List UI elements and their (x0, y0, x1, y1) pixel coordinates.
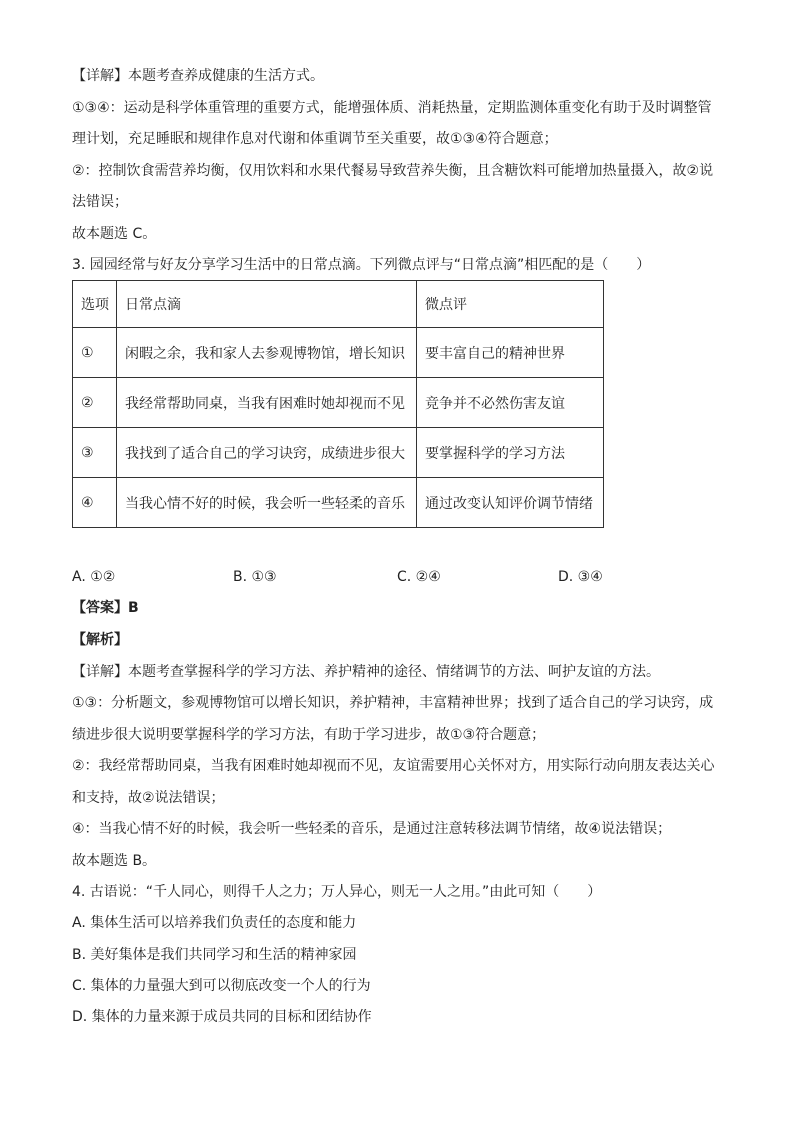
table-cell: 当我心情不好的时候，我会听一些轻柔的音乐 (117, 478, 417, 528)
table-header-cell: 日常点滴 (117, 281, 417, 328)
q2-conclusion: 故本题选 C。 (72, 226, 157, 242)
q3-option-c: C. ②④ (397, 569, 441, 585)
q3-point1-line1: ①③：分析题文，参观博物馆可以增长知识，养护精神，丰富精神世界；找到了适合自己的学习诀窍，成 (72, 695, 714, 711)
table-cell: 我经常帮助同桌，当我有困难时她却视而不见 (117, 378, 417, 428)
table-cell: 通过改变认知评价调节情绪 (417, 478, 604, 528)
q3-option-a: A. ①② (72, 569, 116, 585)
table-cell: 要掌握科学的学习方法 (417, 428, 604, 478)
q3-table (72, 280, 604, 528)
q4-option-b: B. 美好集体是我们共同学习和生活的精神家园 (72, 947, 357, 963)
q3-detail: 【详解】本题考查掌握科学的学习方法、养护精神的途径、情绪调节的方法、呵护友谊的方法。 (72, 664, 660, 680)
table-cell: ④ (73, 478, 117, 528)
q3-conclusion: 故本题选 B。 (72, 853, 157, 869)
table-cell: 我找到了适合自己的学习诀窍，成绩进步很大 (117, 428, 417, 478)
table-cell: ③ (73, 428, 117, 478)
table-row (73, 478, 604, 528)
table-header-row (73, 281, 604, 328)
q2-point2-line1: ②：控制饮食需营养均衡，仅用饮料和水果代餐易导致营养失衡，且含糖饮料可能增加热量摄入，故②说 (72, 163, 714, 179)
table-cell: 闲暇之余，我和家人去参观博物馆，增长知识 (117, 328, 417, 378)
q3-option-b: B. ①③ (233, 569, 277, 585)
q4-option-a: A. 集体生活可以培养我们负责任的态度和能力 (72, 915, 357, 931)
table-row (73, 378, 604, 428)
q2-detail: 【详解】本题考查养成健康的生活方式。 (72, 68, 324, 84)
q3-point2-line2: 和支持，故②说法错误； (72, 790, 225, 806)
q3-analysis-label: 【解析】 (72, 632, 128, 648)
table-row (73, 328, 604, 378)
q3-option-d: D. ③④ (558, 569, 603, 585)
table-cell: 要丰富自己的精神世界 (417, 328, 604, 378)
table-cell: 竞争并不必然伤害友谊 (417, 378, 604, 428)
table-header-cell: 选项 (73, 281, 117, 328)
q3-answer: 【答案】B (72, 600, 139, 616)
q3-point3-line1: ④：当我心情不好的时候，我会听一些轻柔的音乐，是通过注意转移法调节情绪，故④说法错误； (72, 821, 672, 837)
q2-point1-line1: ①③④：运动是科学体重管理的重要方式，能增强体质、消耗热量，定期监测体重变化有助于及时调整管 (72, 100, 712, 116)
table-cell: ② (73, 378, 117, 428)
q3-point2-line1: ②：我经常帮助同桌，当我有困难时她却视而不见，友谊需要用心关怀对方，用实际行动向朋友表达关心 (72, 758, 715, 774)
q4-option-d: D. 集体的力量来源于成员共同的目标和团结协作 (72, 1009, 372, 1025)
table-cell: ① (73, 328, 117, 378)
q2-point2-line2: 法错误； (72, 194, 128, 210)
table-row (73, 428, 604, 478)
table-header-cell: 微点评 (417, 281, 604, 328)
q2-point1-line2: 理计划，充足睡眠和规律作息对代谢和体重调节至关重要，故①③④符合题意； (72, 131, 558, 147)
q4-option-c: C. 集体的力量强大到可以彻底改变一个人的行为 (72, 978, 371, 994)
q3-stem: 3. 园园经常与好友分享学习生活中的日常点滴。下列微点评与“日常点滴”相匹配的是（ ） (72, 257, 651, 273)
q4-stem: 4. 古语说：“千人同心，则得千人之力；万人异心，则无一人之用。”由此可知（ ） (72, 884, 602, 900)
q3-point1-line2: 绩进步很大说明要掌握科学的学习方法，有助于学习进步，故①③符合题意； (72, 727, 546, 743)
